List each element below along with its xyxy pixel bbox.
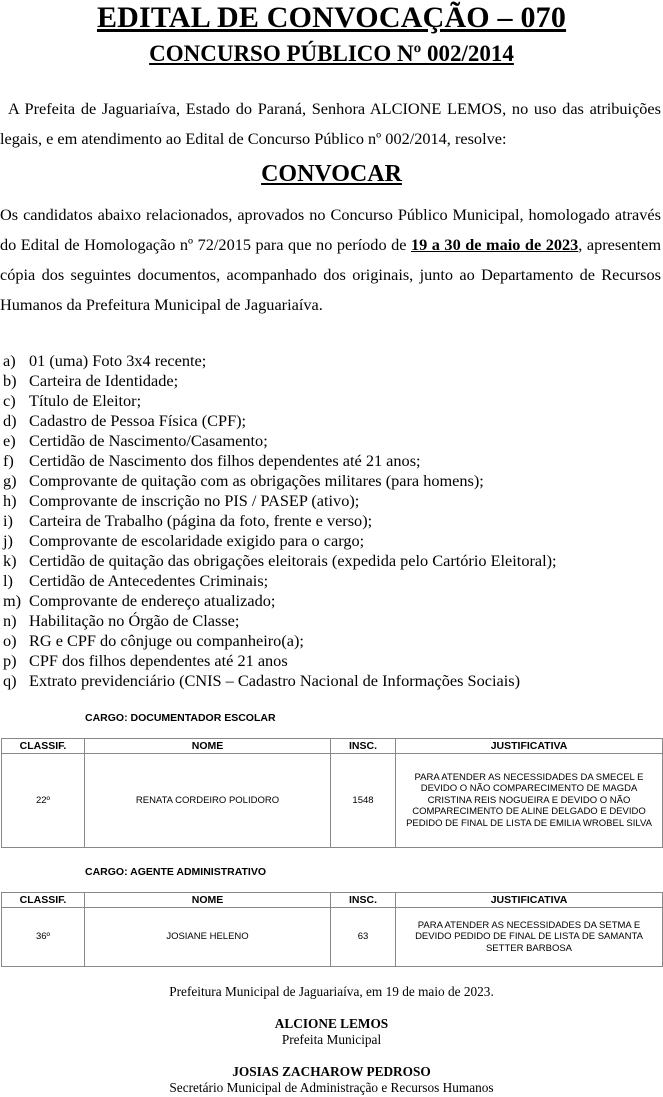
item-letter: m) <box>3 591 22 610</box>
item-text: CPF dos filhos dependentes até 21 anos <box>29 651 288 670</box>
column-header-classif: CLASSIF. <box>2 893 85 908</box>
item-letter: l) <box>3 571 13 590</box>
cell-insc: 63 <box>331 908 396 967</box>
cell-justificativa: PARA ATENDER AS NECESSIDADES DA SMECEL E DEVIDO O NÃO COMPARECIMENTO DE MAGDA CRISTINA REIS NOGUEIRA E DEVIDO O NÃO COMPARECIMENTO DE ALINE DELGADO E DEVIDO PEDIDO DE FINAL DE LISTA DE EMILIA WROBEL SILVA <box>396 754 663 848</box>
body-paragraph <box>0 200 661 320</box>
column-header-nome: NOME <box>85 739 331 754</box>
convocar-heading: CONVOCAR <box>261 161 402 187</box>
candidates-table-documentador <box>1 738 663 848</box>
document-item <box>0 391 557 411</box>
table-header-row <box>2 893 663 908</box>
item-text: Comprovante de quitação com as obrigações militares (para homens); <box>29 471 484 490</box>
item-text: Cadastro de Pessoa Física (CPF); <box>29 411 247 430</box>
document-item <box>0 451 557 471</box>
item-text: Comprovante de inscrição no PIS / PASEP (ativo); <box>29 491 360 510</box>
document-item <box>0 351 557 371</box>
item-text: Extrato previdenciário (CNIS – Cadastro Nacional de Informações Sociais) <box>29 671 520 690</box>
item-letter: o) <box>3 631 17 650</box>
table-row <box>2 754 663 848</box>
item-text: Comprovante de endereço atualizado; <box>29 591 276 610</box>
column-header-classif: CLASSIF. <box>2 739 85 754</box>
item-letter: e) <box>3 431 16 450</box>
cell-classif: 36º <box>2 908 85 967</box>
item-text: 01 (uma) Foto 3x4 recente; <box>29 351 207 370</box>
document-item <box>0 371 557 391</box>
column-header-justificativa: JUSTIFICATIVA <box>396 739 663 754</box>
item-text: Certidão de Antecedentes Criminais; <box>29 571 269 590</box>
candidates-table-agente <box>1 892 663 967</box>
cell-nome: JOSIANE HELENO <box>85 908 331 967</box>
item-letter: p) <box>3 651 17 670</box>
item-text: Carteira de Identidade; <box>29 371 179 390</box>
column-header-justificativa: JUSTIFICATIVA <box>396 893 663 908</box>
item-letter: b) <box>3 371 17 390</box>
item-letter: q) <box>3 671 17 690</box>
item-text: Certidão de Nascimento/Casamento; <box>29 431 268 450</box>
document-item <box>0 471 557 491</box>
table-header-row <box>2 739 663 754</box>
column-header-insc: INSC. <box>331 739 396 754</box>
item-text: Habilitação no Órgão de Classe; <box>29 611 240 630</box>
document-item <box>0 411 557 431</box>
item-text: Carteira de Trabalho (página da foto, frente e verso); <box>29 511 373 530</box>
signatory-role-mayor: Prefeita Municipal <box>281 1032 382 1047</box>
cell-nome: RENATA CORDEIRO POLIDORO <box>85 754 331 848</box>
date-line: Prefeitura Municipal de Jaguariaíva, em 19 de maio de 2023. <box>169 984 494 999</box>
document-item <box>0 551 557 571</box>
document-item <box>0 591 557 611</box>
column-header-insc: INSC. <box>331 893 396 908</box>
signatory-role-secretary: Secretário Municipal de Administração e Recursos Humanos <box>169 1080 494 1095</box>
item-letter: g) <box>3 471 17 490</box>
item-letter: k) <box>3 551 17 570</box>
document-item <box>0 611 557 631</box>
document-item <box>0 651 557 671</box>
item-letter: n) <box>3 611 17 630</box>
item-letter: i) <box>3 511 13 530</box>
signatory-name-mayor: ALCIONE LEMOS <box>274 1016 389 1031</box>
item-letter: h) <box>3 491 17 510</box>
intro-paragraph: A Prefeita de Jaguariaíva, Estado do Paraná, Senhora ALCIONE LEMOS, no uso das atribuições legais, e em atendimento ao Edital de Concurso Público nº 002/2014, resolve: <box>0 99 661 148</box>
documents-list <box>0 351 557 691</box>
item-letter: d) <box>3 411 17 430</box>
document-item <box>0 631 557 651</box>
body-text-after: , apresentem cópia dos seguintes documentos, acompanhado dos originais, junto ao Departamento de Recursos Humanos da Prefeitura Municipal de Jaguariaíva. <box>0 235 661 314</box>
cargo-label-documentador: CARGO: DOCUMENTADOR ESCOLAR <box>85 712 276 724</box>
period-highlight: 19 a 30 de maio de 2023 <box>410 235 579 254</box>
cargo-label-agente: CARGO: AGENTE ADMINISTRATIVO <box>85 866 267 878</box>
item-text: Certidão de quitação das obrigações eleitorais (expedida pelo Cartório Eleitoral); <box>29 551 557 570</box>
table-row <box>2 908 663 967</box>
item-letter: j) <box>3 531 13 550</box>
signatory-name-secretary: JOSIAS ZACHAROW PEDROSO <box>232 1064 431 1079</box>
document-item <box>0 671 557 691</box>
document-item <box>0 491 557 511</box>
item-letter: a) <box>3 351 16 370</box>
document-item <box>0 431 557 451</box>
item-text: RG e CPF do cônjuge ou companheiro(a); <box>29 631 304 650</box>
item-letter: f) <box>3 451 14 470</box>
item-text: Comprovante de escolaridade exigido para o cargo; <box>29 531 365 550</box>
document-item <box>0 531 557 551</box>
document-item <box>0 571 557 591</box>
document-item <box>0 511 557 531</box>
cell-classif: 22º <box>2 754 85 848</box>
column-header-nome: NOME <box>85 893 331 908</box>
cell-justificativa: PARA ATENDER AS NECESSIDADES DA SETMA E DEVIDO PEDIDO DE FINAL DE LISTA DE SAMANTA SETTER BARBOSA <box>396 908 663 967</box>
item-letter: c) <box>3 391 16 410</box>
cell-insc: 1548 <box>331 754 396 848</box>
item-text: Certidão de Nascimento dos filhos dependentes até 21 anos; <box>29 451 421 470</box>
document-subtitle: CONCURSO PÚBLICO Nº 002/2014 <box>149 41 514 66</box>
document-title: EDITAL DE CONVOCAÇÃO – 070 <box>96 1 567 34</box>
item-text: Título de Eleitor; <box>29 391 142 410</box>
body-text-before: Os candidatos abaixo relacionados, aprovados no Concurso Público Municipal, homologado através do Edital de Homologação nº 72/2015 para que no período de <box>0 205 661 254</box>
